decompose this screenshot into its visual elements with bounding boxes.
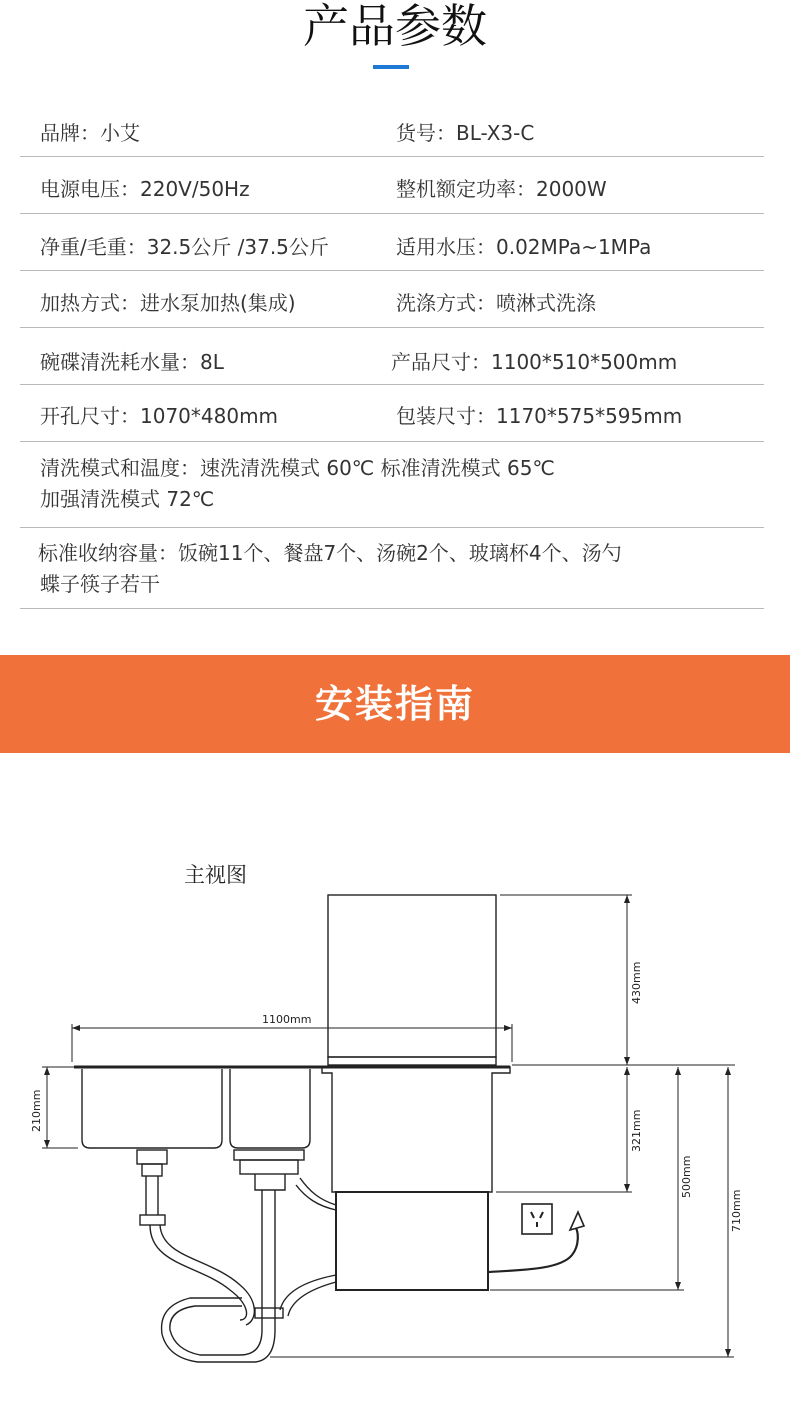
wash-modes-text: 清洗模式和温度：速洗清洗模式 60℃ 标准清洗模式 65℃ 加强清洗模式 72℃ bbox=[40, 456, 555, 511]
spec-brand: 品牌：小艾 bbox=[40, 121, 140, 145]
spec-model: 货号：BL-X3-C bbox=[396, 121, 535, 145]
spec-row bbox=[20, 214, 764, 271]
dim-mid-label: 321mm bbox=[630, 1109, 643, 1152]
section-title: 产品参数 bbox=[303, 0, 487, 53]
spec-row bbox=[20, 100, 764, 157]
dishwasher-lid-frame bbox=[328, 1057, 496, 1065]
spec-row bbox=[20, 385, 764, 442]
motor-housing bbox=[336, 1192, 488, 1290]
dim-top-label: 430mm bbox=[630, 961, 643, 1004]
spec-cutout-size: 开孔尺寸：1070*480mm bbox=[40, 404, 279, 428]
spec-row-capacity bbox=[20, 528, 764, 609]
dishwasher-body bbox=[322, 1067, 510, 1192]
title-underline bbox=[373, 65, 409, 69]
spec-row bbox=[20, 271, 764, 328]
spec-heating: 加热方式：进水泵加热(集成) bbox=[40, 291, 296, 315]
spec-table bbox=[20, 100, 764, 609]
spec-row-wash-modes bbox=[20, 442, 764, 528]
spec-power: 整机额定功率：2000W bbox=[396, 177, 607, 201]
power-plug bbox=[570, 1212, 584, 1230]
front-view-diagram bbox=[0, 753, 790, 1418]
spec-water-usage: 碗碟清洗耗水量：8L bbox=[40, 350, 224, 374]
view-label: 主视图 bbox=[184, 863, 247, 887]
spec-row bbox=[20, 328, 764, 385]
dim-total-label: 710mm bbox=[730, 1189, 743, 1232]
sink-basin-right bbox=[230, 1069, 310, 1148]
dim-sink-depth-label: 210mm bbox=[30, 1089, 43, 1132]
dishwasher-upper-box bbox=[328, 895, 496, 1057]
dim-body-label: 500mm bbox=[680, 1155, 693, 1198]
install-guide-banner bbox=[0, 655, 790, 753]
spec-voltage: 电源电压：220V/50Hz bbox=[40, 177, 250, 201]
spec-wash-method: 洗涤方式：喷淋式洗涤 bbox=[396, 291, 596, 315]
banner-title: 安装指南 bbox=[314, 682, 475, 726]
spec-water-pressure: 适用水压：0.02MPa~1MPa bbox=[396, 235, 652, 259]
spec-weight: 净重/毛重：32.5公斤 /37.5公斤 bbox=[40, 235, 329, 259]
dim-width-label: 1100mm bbox=[262, 1013, 312, 1026]
sink-basin-left bbox=[82, 1069, 222, 1148]
spec-row bbox=[20, 157, 764, 214]
power-socket bbox=[522, 1204, 552, 1234]
capacity-text: 标准收纳容量：饭碗11个、餐盘7个、汤碗2个、玻璃杯4个、汤勺 蝶子筷子若干 bbox=[38, 541, 622, 596]
spec-package-size: 包装尺寸：1170*575*595mm bbox=[396, 404, 683, 428]
spec-product-size: 产品尺寸：1100*510*500mm bbox=[391, 350, 678, 374]
